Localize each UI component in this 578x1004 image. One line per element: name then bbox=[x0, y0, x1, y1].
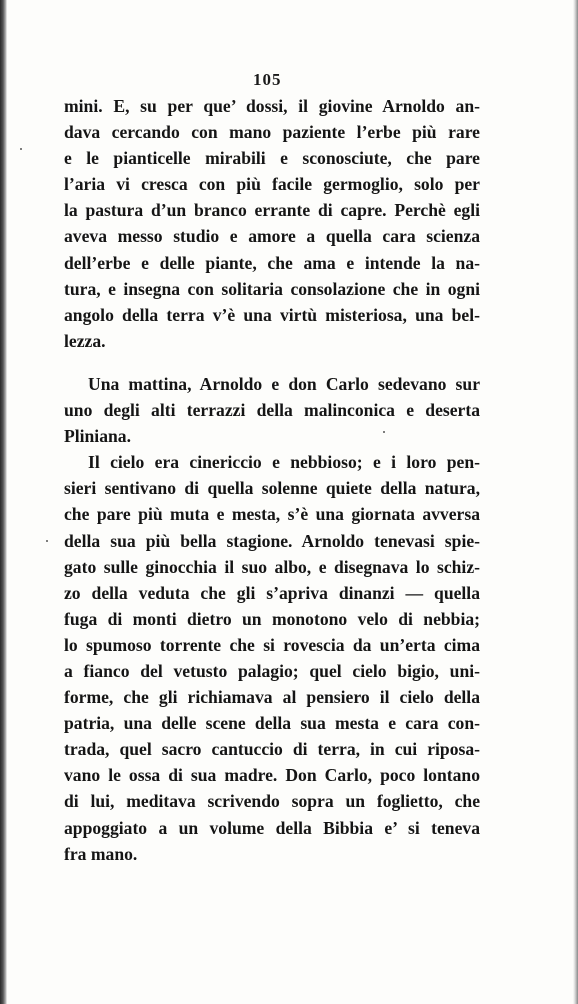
page-gutter-shadow bbox=[0, 0, 7, 1004]
text-line: tura, e insegna con solitaria consolazione che in ogni bbox=[64, 278, 480, 299]
text-line: di lui, meditava scrivendo sopra un foglietto, che bbox=[64, 791, 480, 812]
paragraph-1 bbox=[64, 93, 480, 354]
text-line: dava cercando con mano paziente l’erbe più rare bbox=[64, 122, 480, 143]
text-line: Una mattina, Arnoldo e don Carlo sedevano sur bbox=[88, 373, 480, 394]
text-line: lo spumoso torrente che si rovescia da un’erta cima bbox=[64, 634, 480, 655]
text-line: lezza. bbox=[64, 330, 106, 351]
text-line: Il cielo era cinericcio e nebbioso; e i loro pen- bbox=[88, 452, 480, 473]
paragraph-2 bbox=[64, 371, 480, 449]
text-line: la pastura d’un branco errante di capre. Perchè egli bbox=[64, 200, 480, 221]
text-line: a fianco del vetusto palagio; quel cielo bigio, uni- bbox=[64, 660, 480, 681]
text-line: fra mano. bbox=[64, 843, 138, 864]
text-line: uno degli alti terrazzi della malinconica e deserta bbox=[64, 400, 480, 421]
text-line: fuga di monti dietro un monotono velo di nebbia; bbox=[64, 608, 480, 629]
scan-speck bbox=[383, 431, 385, 433]
text-line: Pliniana. bbox=[64, 426, 131, 447]
scan-speck bbox=[46, 540, 48, 542]
text-line: patria, una delle scene della sua mesta e cara con- bbox=[64, 713, 480, 734]
text-line: che pare più muta e mesta, s’è una giornata avversa bbox=[64, 504, 480, 525]
text-line: gato sulle ginocchia il suo albo, e disegnava lo schiz- bbox=[64, 556, 480, 577]
text-line: angolo della terra v’è una virtù misteriosa, una bel- bbox=[64, 304, 480, 325]
text-line: sieri sentivano di quella solenne quiete della natura, bbox=[64, 478, 480, 499]
text-line: dell’erbe e delle piante, che ama e intende la na- bbox=[64, 252, 480, 273]
text-line: e le pianticelle mirabili e sconosciute, che pare bbox=[64, 148, 480, 169]
section-break bbox=[64, 354, 480, 371]
text-line: appoggiato a un volume della Bibbia e’ si teneva bbox=[64, 817, 480, 838]
text-line: trada, quel sacro cantuccio di terra, in cui riposa- bbox=[64, 739, 480, 760]
text-line: l’aria vi cresca con più facile germoglio, solo per bbox=[64, 174, 480, 195]
scan-speck bbox=[20, 148, 22, 150]
text-line: aveva messo studio e amore a quella cara scienza bbox=[64, 226, 480, 247]
text-line: forme, che gli richiamava al pensiero il cielo della bbox=[64, 687, 480, 708]
paragraph-3 bbox=[64, 449, 480, 867]
body-text bbox=[64, 93, 480, 867]
page-edge-shadow bbox=[573, 0, 578, 1004]
text-line: zo della veduta che gli s’apriva dinanzi — quella bbox=[64, 582, 480, 603]
text-line: della sua più bella stagione. Arnoldo tenevasi spie- bbox=[64, 530, 480, 551]
page-number: 105 bbox=[253, 70, 282, 89]
text-line: vano le ossa di sua madre. Don Carlo, poco lontano bbox=[64, 765, 480, 786]
text-line: mini. E, su per que’ dossi, il giovine Arnoldo an- bbox=[64, 96, 480, 116]
